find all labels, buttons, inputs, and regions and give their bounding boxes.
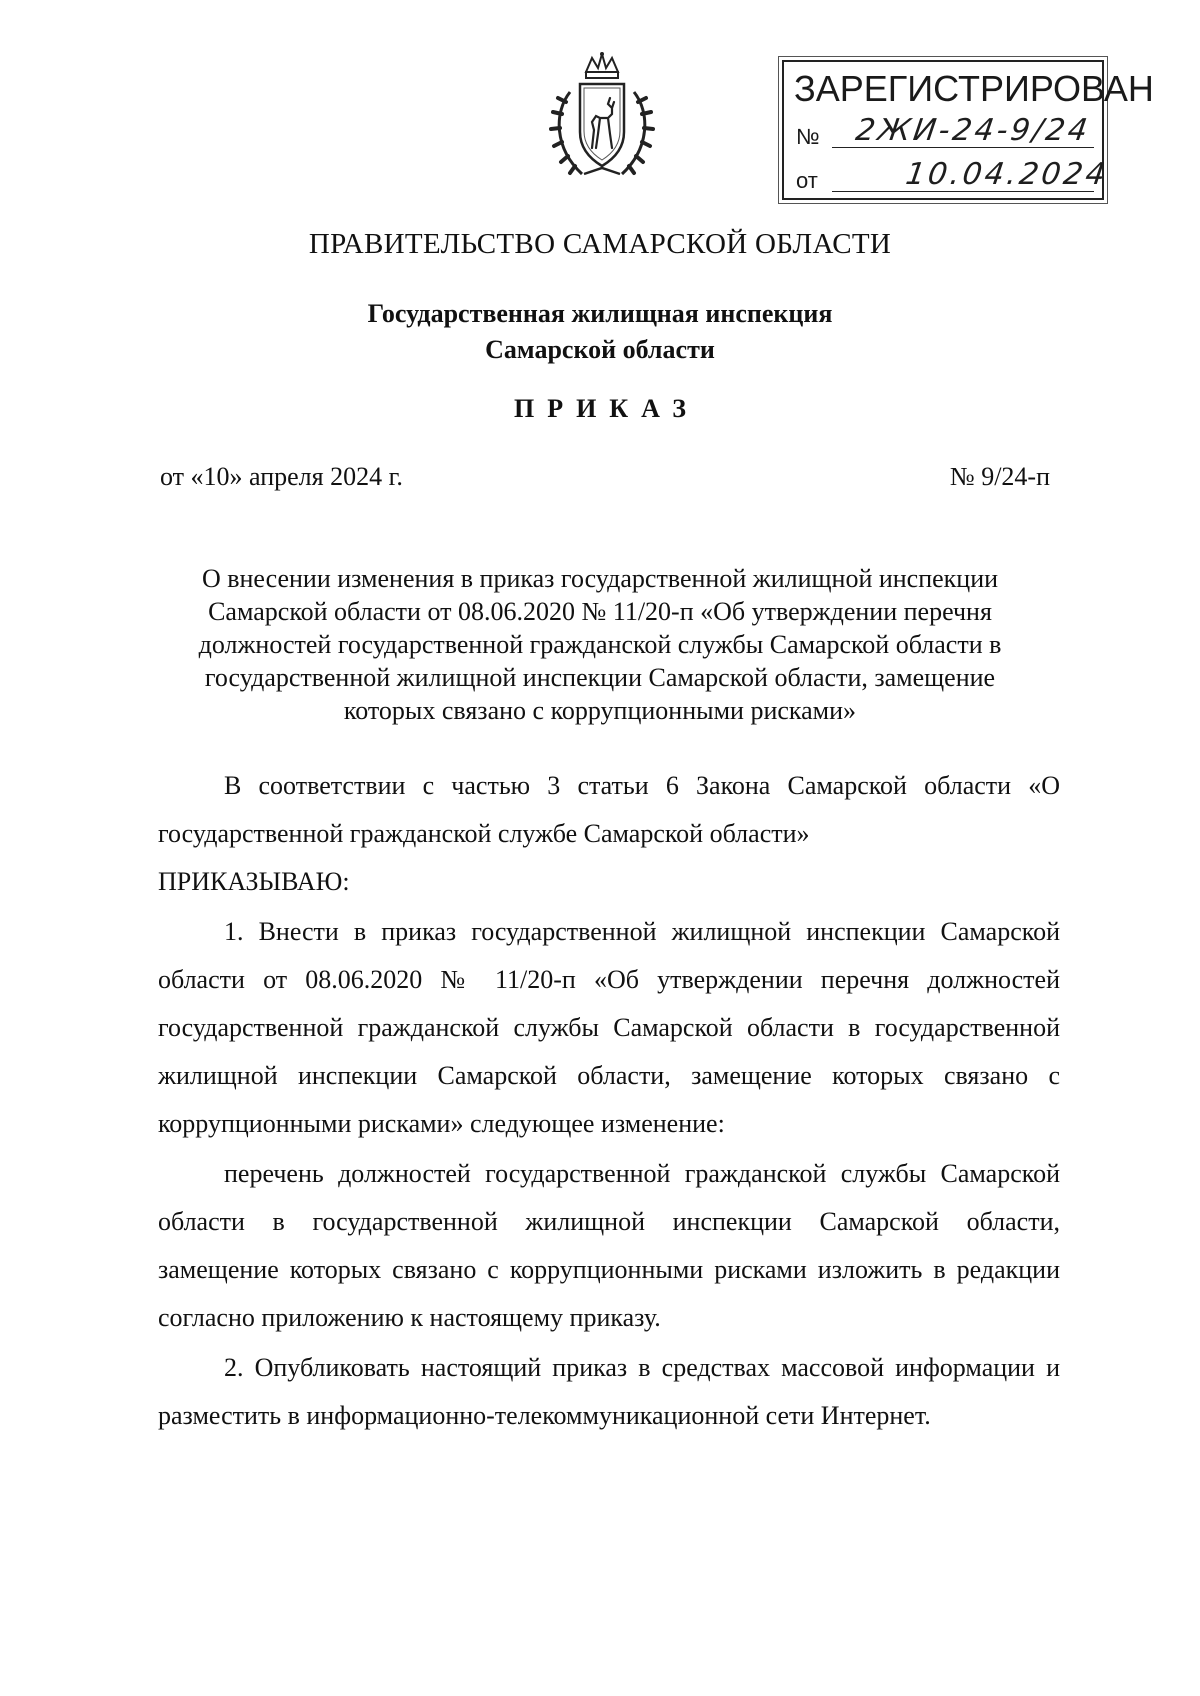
organization-line-1: Государственная жилищная инспекция — [367, 299, 833, 328]
item-2-paragraph: 2. Опубликовать настоящий приказ в средствах массовой информации и разместить в информационно-телекоммуникационной сети Интернет. — [158, 1353, 1060, 1430]
stamp-number-label: № — [796, 124, 820, 149]
order-body — [158, 762, 1060, 1440]
order-subject — [150, 562, 1050, 727]
subject-line-2: Самарской области от 08.06.2020 № 11/20-п «Об утверждении перечня — [208, 597, 992, 626]
order-number: № 9/24-п — [949, 462, 1050, 491]
subject-line-1: О внесении изменения в приказ государственной жилищной инспекции — [201, 564, 999, 593]
coat-of-arms-icon — [548, 52, 656, 184]
organization-name — [0, 296, 1200, 368]
document-type: ПРИКАЗ — [513, 394, 700, 423]
stamp-title: ЗАРЕГИСТРИРОВАН — [794, 68, 1154, 109]
order-word: ПРИКАЗЫВАЮ: — [158, 867, 350, 896]
stamp-number-value: 2ЖИ-24-9/24 — [853, 113, 1093, 148]
organization-line-2: Самарской области — [485, 335, 715, 364]
stamp-number-row — [796, 113, 1094, 152]
subject-line-5: которых связано с коррупционными рисками» — [343, 696, 857, 725]
stamp-date-row — [796, 157, 1111, 196]
preamble-paragraph: В соответствии с частью 3 статьи 6 Закона Самарской области «О государственной гражданской службе Самарской области» — [158, 771, 1060, 848]
stamp-date-label: от — [796, 168, 818, 193]
subject-line-4: государственной жилищной инспекции Самарской области, замещение — [204, 663, 996, 692]
stamp-date-value: 10.04.2024 — [903, 157, 1111, 192]
item-1-change-paragraph: перечень должностей государственной гражданской службы Самарской области в государственной жилищной инспекции Самарской области, замещение которых связано с коррупционными рисками изложить в редакции согласно приложению к настоящему приказу. — [158, 1159, 1060, 1332]
registration-stamp — [782, 60, 1154, 200]
item-1-paragraph: 1. Внести в приказ государственной жилищной инспекции Самарской области от 08.06.2020 № 11/20-п «Об утверждении перечня должностей государственной гражданской службы Самарской области в государственной жилищной инспекции Самарской области, замещение которых связано с коррупционными рисками» следующее изменение: — [158, 917, 1060, 1138]
subject-line-3: должностей государственной гражданской службы Самарской области в — [198, 630, 1002, 659]
government-name: ПРАВИТЕЛЬСТВО САМАРСКОЙ ОБЛАСТИ — [308, 228, 892, 260]
order-date: от «10» апреля 2024 г. — [160, 462, 403, 491]
